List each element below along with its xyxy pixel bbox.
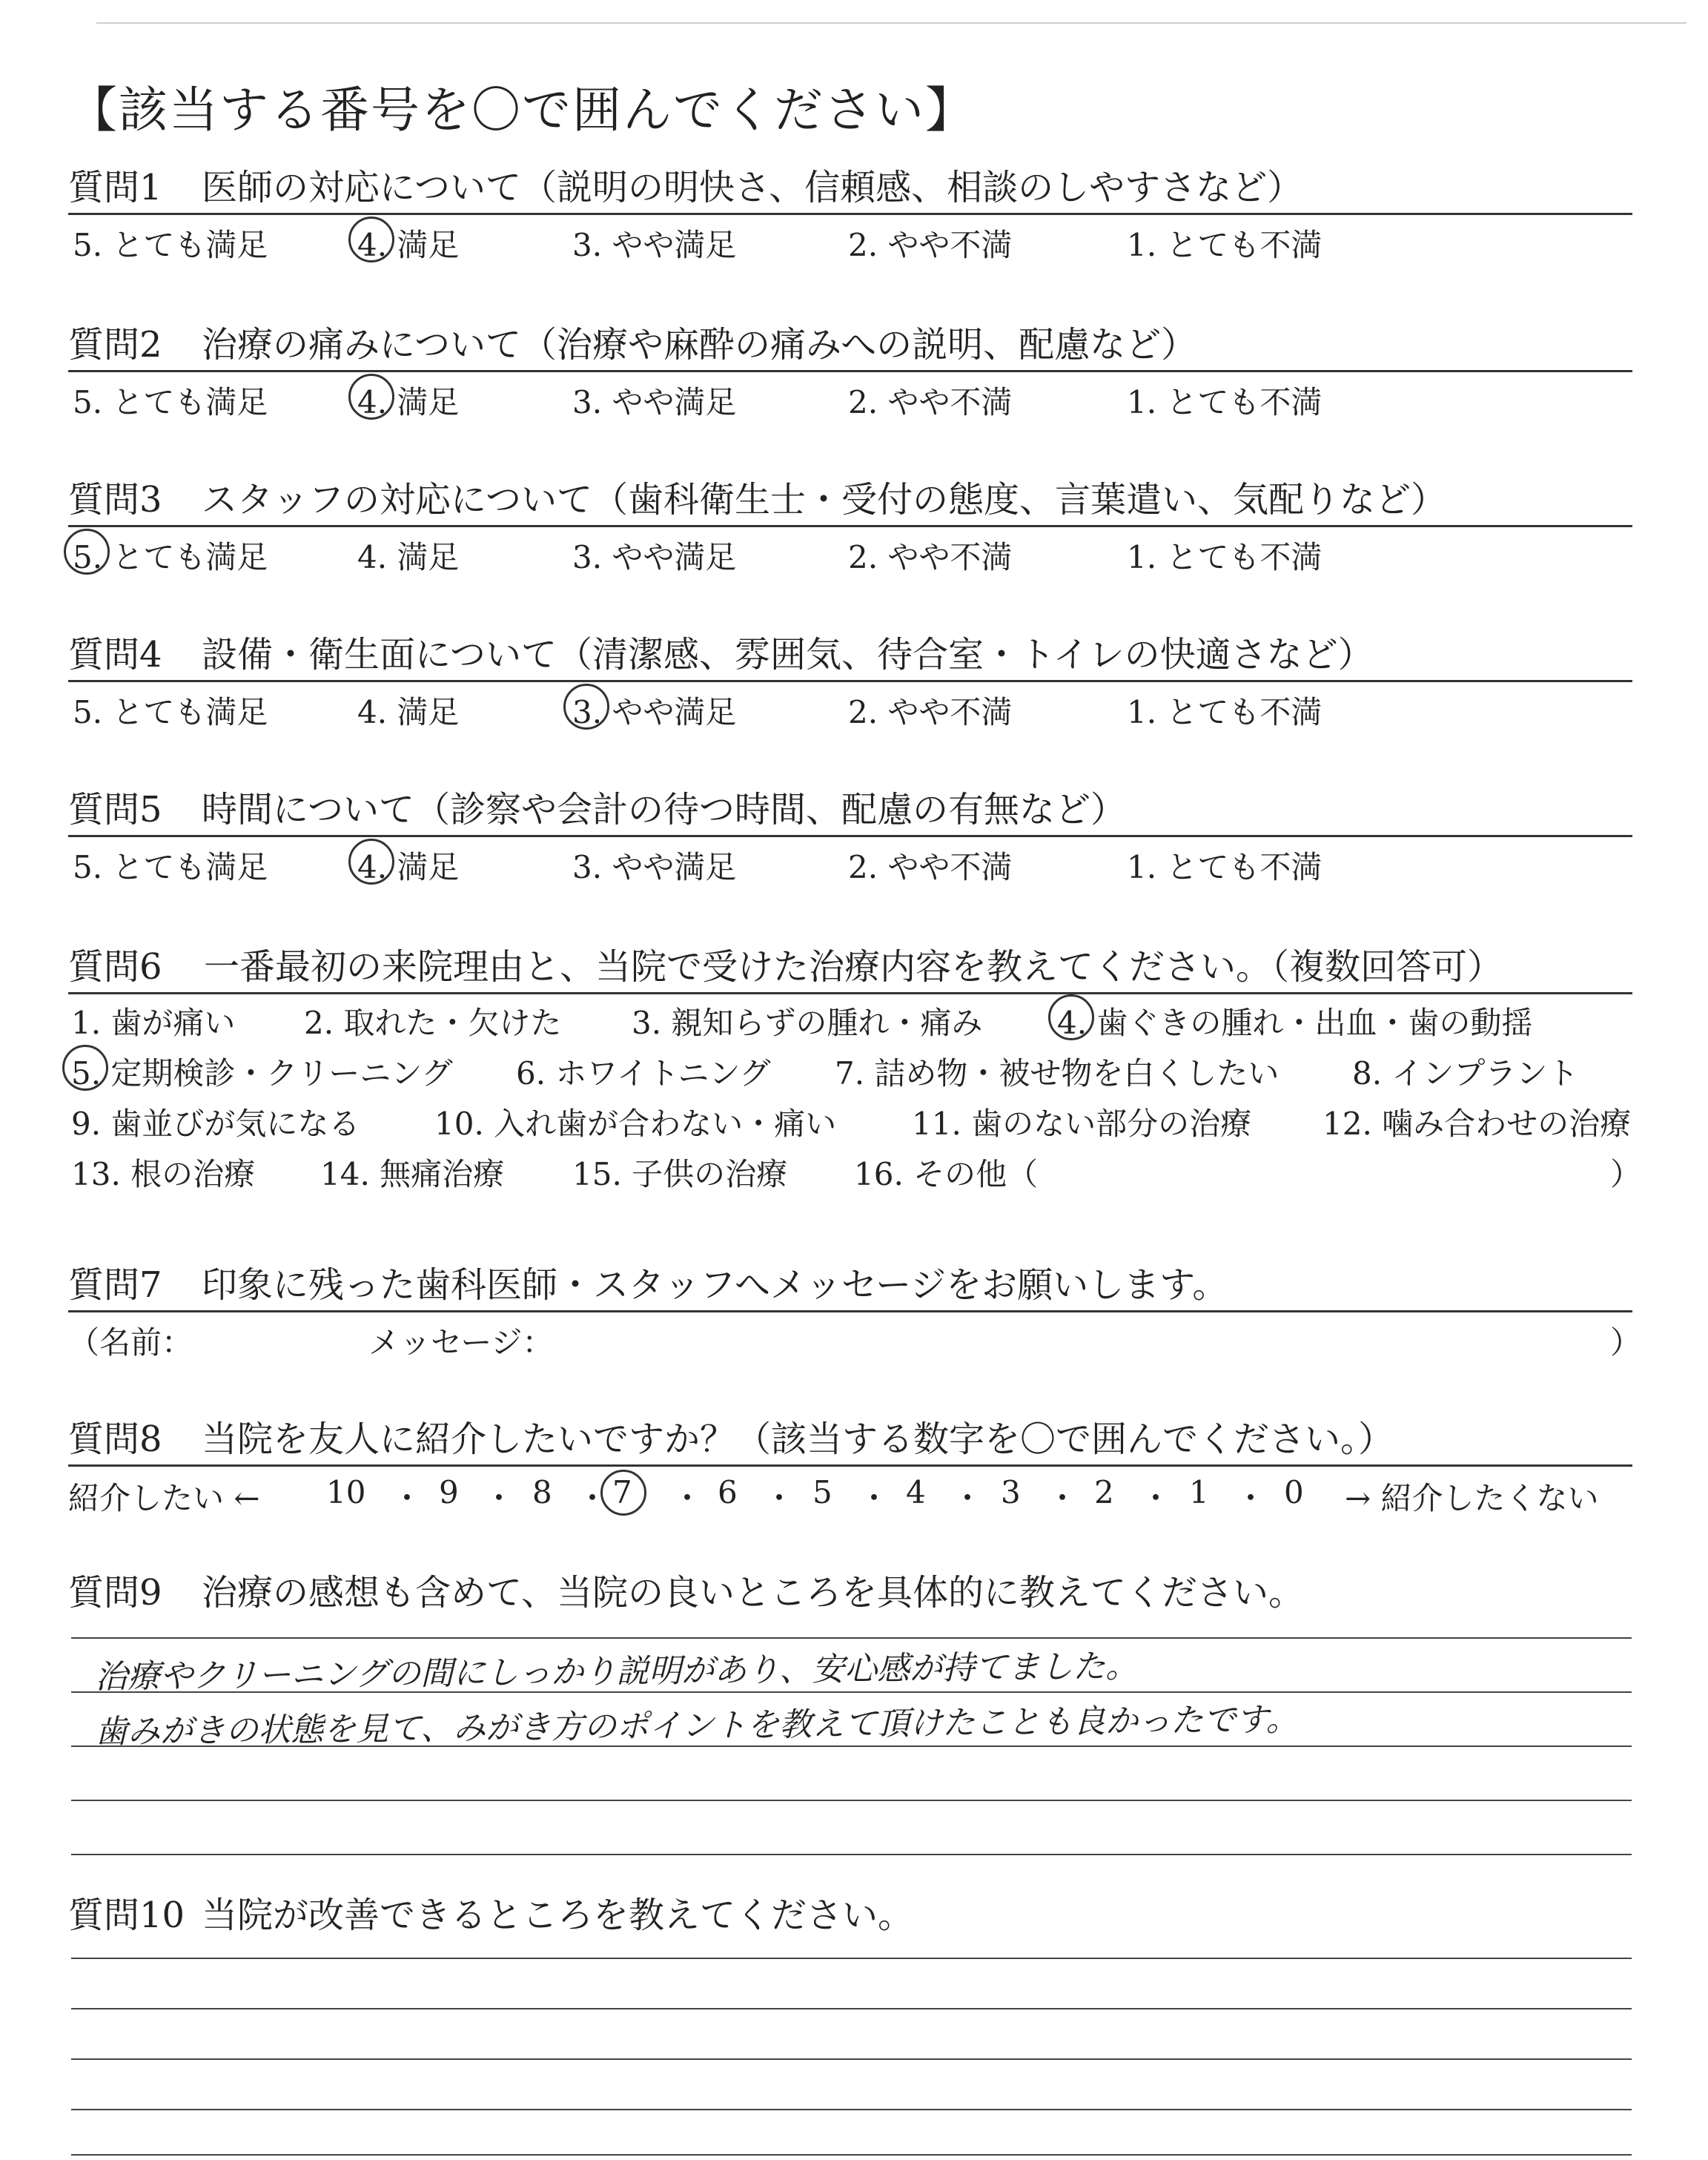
option-4[interactable]: 4. 満足 — [357, 378, 459, 423]
option-5[interactable]: 5. とても満足 — [73, 533, 268, 578]
answer-line — [71, 2058, 1632, 2060]
option-5[interactable]: 5. とても満足 — [73, 227, 268, 263]
scale-dot: ・ — [483, 1480, 515, 1516]
handwritten-answer-line-1: 治療やクリーニングの間にしっかり説明があり、安心感が持てました。 — [94, 1647, 1139, 1697]
question-text: 治療の感想も含めて、当院の良いところを具体的に教えてください。 — [202, 1572, 1305, 1614]
option-5[interactable]: 5. とても満足 — [73, 849, 268, 885]
option-2[interactable]: 2. やや不満 — [848, 694, 1013, 730]
scale-dot: ・ — [858, 1480, 890, 1516]
scale-value-2[interactable]: 2 — [1094, 1474, 1114, 1510]
question-2 — [68, 324, 1632, 424]
question-text: 一番最初の来院理由と、当院で受けた治療内容を教えてください。（複数回答可） — [204, 946, 1503, 988]
option-3[interactable]: 3. やや満足 — [572, 384, 737, 420]
question-text: スタッフの対応について（歯科衛生士・受付の態度、言葉遣い、気配りなど） — [202, 479, 1447, 521]
question-text: 印象に残った歯科医師・スタッフへメッセージをお願いします。 — [202, 1264, 1228, 1306]
option-2[interactable]: 2. やや不満 — [848, 227, 1013, 263]
selected-circle-mark — [1048, 994, 1094, 1040]
scale-value-6[interactable]: 6 — [718, 1474, 738, 1510]
q6-option-6[interactable]: 6. ホワイトニング — [516, 1055, 771, 1091]
q6-option-16[interactable]: 16. その他（ — [854, 1156, 1039, 1192]
option-3[interactable]: 3. やや満足 — [572, 539, 737, 575]
question-8 — [68, 1418, 1632, 1520]
option-4[interactable]: 4. 満足 — [357, 539, 460, 575]
option-1[interactable]: 1. とても不満 — [1127, 227, 1323, 263]
question-text: 時間について（診察や会計の待つ時間、配慮の有無など） — [202, 789, 1127, 830]
scale-value-7[interactable]: 7 — [612, 1474, 632, 1510]
question-5 — [68, 789, 1632, 889]
selected-circle-mark — [348, 217, 394, 262]
question-number: 質問8 — [68, 1418, 162, 1460]
question-text: 医師の対応について（説明の明快さ、信頼感、相談のしやすさなど） — [202, 167, 1303, 208]
option-1[interactable]: 1. とても不満 — [1127, 384, 1323, 420]
question-number: 質問10 — [68, 1895, 185, 1936]
q6-row-3 — [68, 1095, 1632, 1146]
answer-line — [71, 1854, 1632, 1855]
question-number: 質問2 — [68, 324, 162, 366]
question-10 — [68, 1895, 1632, 1941]
question-1 — [68, 167, 1632, 267]
option-3[interactable]: 3. やや満足 — [572, 227, 737, 263]
question-text: 治療の痛みについて（治療や麻酔の痛みへの説明、配慮など） — [202, 324, 1197, 366]
question-7 — [68, 1264, 1642, 1361]
q6-option-4[interactable]: 4. 歯ぐきの腫れ・出血・歯の動揺 — [1057, 999, 1532, 1043]
question-number: 質問6 — [68, 946, 162, 988]
scale-value-9[interactable]: 9 — [439, 1474, 459, 1510]
message-close-paren: ） — [1610, 1324, 1642, 1361]
selected-circle-mark — [348, 374, 394, 420]
other-close-paren: ） — [1610, 1156, 1642, 1192]
option-1[interactable]: 1. とても不満 — [1127, 539, 1323, 575]
q6-option-7[interactable]: 7. 詰め物・被せ物を白くしたい — [835, 1055, 1280, 1091]
option-1[interactable]: 1. とても不満 — [1127, 694, 1323, 730]
option-3[interactable]: 3. やや満足 — [572, 688, 736, 733]
option-2[interactable]: 2. やや不満 — [848, 849, 1013, 885]
question-number: 質問1 — [68, 167, 162, 208]
q6-option-9[interactable]: 9. 歯並びが気になる — [71, 1106, 360, 1142]
question-4 — [68, 634, 1632, 734]
message-label: メッセージ： — [368, 1324, 554, 1361]
scale-value-8[interactable]: 8 — [532, 1474, 552, 1510]
scale-dot: ・ — [672, 1480, 704, 1516]
q6-option-8[interactable]: 8. インプラント — [1352, 1055, 1579, 1091]
option-4[interactable]: 4. 満足 — [357, 843, 459, 888]
q6-option-3[interactable]: 3. 親知らずの腫れ・痛み — [632, 1005, 983, 1041]
selected-circle-mark — [62, 1045, 108, 1091]
q6-row-2 — [68, 1045, 1632, 1095]
q6-option-15[interactable]: 15. 子供の治療 — [572, 1156, 788, 1192]
scale-value-10[interactable]: 10 — [326, 1474, 366, 1510]
q6-option-13[interactable]: 13. 根の治療 — [71, 1156, 256, 1192]
option-2[interactable]: 2. やや不満 — [848, 384, 1013, 420]
scale-dot: ・ — [952, 1480, 984, 1516]
question-text: 当院が改善できるところを教えてください。 — [202, 1895, 914, 1936]
option-5[interactable]: 5. とても満足 — [73, 694, 268, 730]
scale-value-0[interactable]: 0 — [1284, 1474, 1304, 1510]
q6-option-5[interactable]: 5. 定期検診・クリーニング — [71, 1049, 453, 1094]
option-4[interactable]: 4. 満足 — [357, 221, 459, 265]
scale-value-1[interactable]: 1 — [1189, 1474, 1209, 1510]
scale-left-label: 紹介したい ← — [68, 1480, 260, 1516]
q6-option-10[interactable]: 10. 入れ歯が合わない・痛い — [434, 1106, 837, 1142]
question-6 — [68, 946, 1642, 1196]
scale-dot: ・ — [1235, 1480, 1267, 1516]
option-2[interactable]: 2. やや不満 — [848, 539, 1013, 575]
q6-option-1[interactable]: 1. 歯が痛い — [71, 1005, 236, 1041]
option-3[interactable]: 3. やや満足 — [572, 849, 737, 885]
question-number: 質問4 — [68, 634, 162, 676]
scale-dot: ・ — [1047, 1480, 1079, 1516]
q6-option-12[interactable]: 12. 噛み合わせの治療 — [1323, 1106, 1632, 1142]
question-3 — [68, 479, 1632, 579]
scale-dot: ・ — [577, 1480, 609, 1516]
question-number: 質問3 — [68, 479, 162, 521]
answer-line — [71, 1637, 1632, 1639]
q6-row-1 — [68, 994, 1632, 1045]
selected-circle-mark — [348, 839, 394, 885]
scale-dot: ・ — [391, 1480, 423, 1516]
answer-line — [71, 2109, 1632, 2110]
page-title: 【該当する番号を〇で囲んでください】 — [68, 82, 976, 139]
question-text: 設備・衛生面について（清潔感、雰囲気、待合室・トイレの快適さなど） — [202, 634, 1374, 676]
question-text: 当院を友人に紹介したいですか？（該当する数字を〇で囲んでください。） — [202, 1418, 1394, 1460]
question-number: 質問9 — [68, 1572, 162, 1614]
scale-dot: ・ — [1140, 1480, 1172, 1516]
option-4[interactable]: 4. 満足 — [357, 694, 460, 730]
scale-value-4[interactable]: 4 — [906, 1474, 926, 1510]
option-5[interactable]: 5. とても満足 — [73, 384, 268, 420]
name-label: （名前： — [68, 1324, 193, 1361]
selected-circle-mark — [64, 529, 110, 575]
scale-value-3[interactable]: 3 — [1001, 1474, 1021, 1510]
answer-line — [71, 1958, 1632, 1959]
q6-row-4 — [68, 1146, 1642, 1196]
answer-line — [71, 2154, 1632, 2156]
q6-option-11[interactable]: 11. 歯のない部分の治療 — [912, 1106, 1252, 1142]
answer-line — [71, 2008, 1632, 2009]
question-number: 質問7 — [68, 1264, 162, 1306]
recommendation-scale — [68, 1467, 1632, 1520]
q7-name-message-row — [68, 1312, 1642, 1361]
question-number: 質問5 — [68, 789, 162, 830]
answer-line — [71, 1800, 1632, 1801]
question-9 — [68, 1572, 1632, 1618]
scale-value-5[interactable]: 5 — [812, 1474, 833, 1510]
handwritten-answer-line-2: 歯みがきの状態を見て、みがき方のポイントを教えて頂けたことも良かったです。 — [94, 1700, 1299, 1751]
option-1[interactable]: 1. とても不満 — [1127, 849, 1323, 885]
scale-dot: ・ — [764, 1480, 795, 1516]
scale-right-label: → 紹介したくない — [1345, 1480, 1599, 1516]
q6-option-14[interactable]: 14. 無痛治療 — [320, 1156, 505, 1192]
q6-option-2[interactable]: 2. 取れた・欠けた — [304, 1005, 562, 1041]
selected-circle-mark — [563, 684, 609, 730]
top-divider — [96, 22, 1687, 24]
